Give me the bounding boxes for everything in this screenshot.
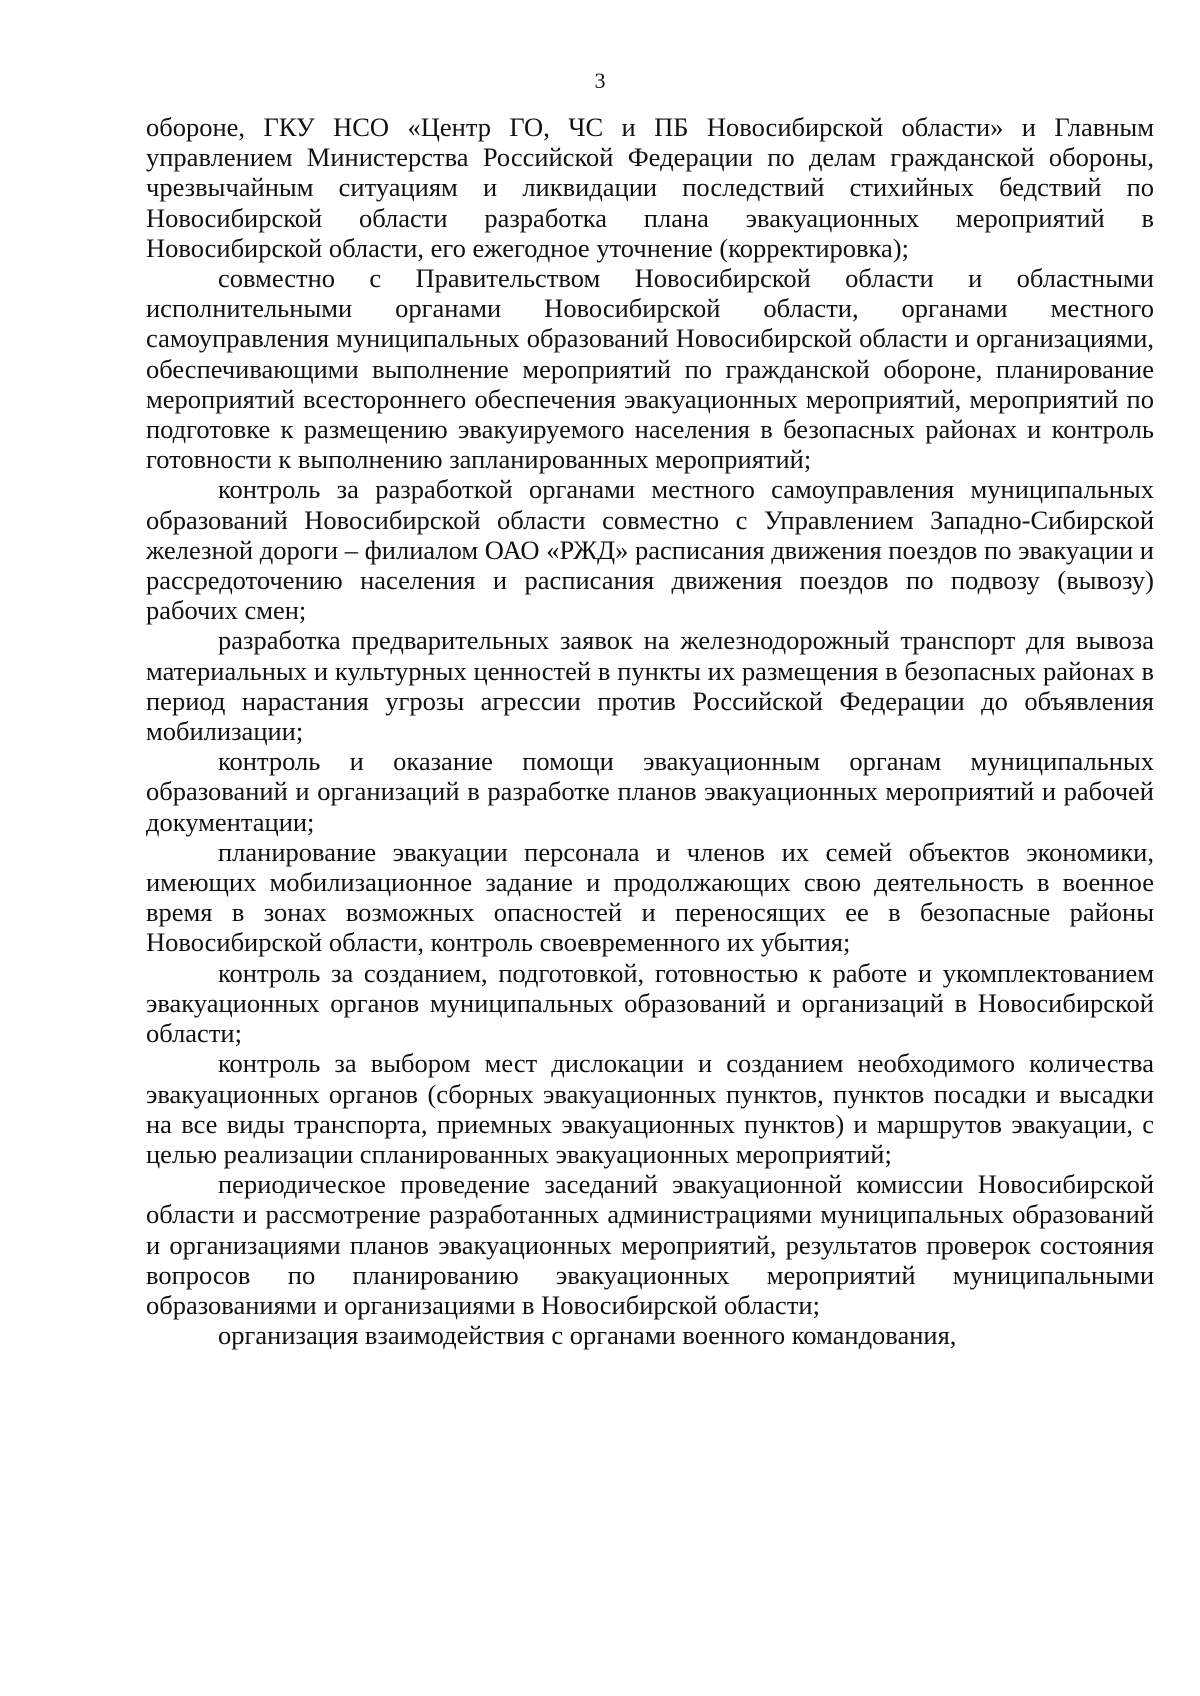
paragraph-military-cooperation: организация взаимодействия с органами военного командования, — [218, 1320, 957, 1351]
paragraph-personnel-evacuation: планирование эвакуации персонала и членов их семей объектов экономики, имеющих мобилизационное задание и продолжающих свою деятельность в военное время в зонах возможных опасностей и переносящих ее в безопасные районы Новосибирской области, контроль своевременного их убытия; — [146, 836, 1154, 958]
paragraph-commission-meetings: периодическое проведение заседаний эвакуационной комиссии Новосибирской области и рассмотрение разработанных администрациями муниципальных образований и организациями планов эвакуационных мероприятий, результатов проверок состояния вопросов по планированию эвакуационных мероприятий муниципальными образованиями и организациями в Новосибирской области; — [146, 1169, 1154, 1320]
document-body — [146, 112, 1154, 1350]
paragraph-railway-requests: разработка предварительных заявок на железнодорожный транспорт для вывоза материальных и культурных ценностей в пункты их размещения в безопасных районах в период нарастания угрозы агрессии против Российской Федерации до объявления мобилизации; — [146, 625, 1154, 747]
paragraph-location-selection: контроль за выбором мест дислокации и созданием необходимого количества эвакуационных органов (сборных эвакуационных пунктов, пунктов посадки и высадки на все виды транспорта, приемных эвакуационных пунктов) и маршрутов эвакуации, с целью реализации спланированных эвакуационных мероприятий; — [146, 1048, 1154, 1169]
paragraph-continuation: обороне, ГКУ НСО «Центр ГО, ЧС и ПБ Новосибирской области» и Главным управлением Министерства Российской Федерации по делам гражданской обороны, чрезвычайным ситуациям и ликвидации последствий стихийных бедствий по Новосибирской области разработка плана эвакуационных мероприятий в Новосибирской области, его ежегодное уточнение (корректировка); — [146, 112, 1154, 263]
paragraph-assistance-control: контроль и оказание помощи эвакуационным органам муниципальных образований и организаций в разработке планов эвакуационных мероприятий и рабочей документации; — [146, 746, 1154, 837]
paragraph-planning-support: совместно с Правительством Новосибирской области и областными исполнительными органами Новосибирской области, органами местного самоуправления муниципальных образований Новосибирской области и организациями, обеспечивающими выполнение мероприятий по гражданской обороне, планирование мероприятий всестороннего обеспечения эвакуационных мероприятий, мероприятий по подготовке к размещению эвакуируемого населения в безопасных районах и контроль готовности к выполнению запланированных мероприятий; — [146, 263, 1154, 475]
page-number: 3 — [594, 68, 606, 93]
paragraph-evacuation-bodies-readiness: контроль за созданием, подготовкой, готовностью к работе и укомплектованием эвакуационных органов муниципальных образований и организаций в Новосибирской области; — [146, 957, 1154, 1049]
paragraph-train-schedule-control: контроль за разработкой органами местного самоуправления муниципальных образований Новосибирской области совместно с Управлением Западно-Сибирской железной дороги – филиалом ОАО «РЖД» расписания движения поездов по эвакуации и рассредоточению населения и расписания движения поездов по подвозу (вывозу) рабочих смен; — [146, 474, 1154, 626]
